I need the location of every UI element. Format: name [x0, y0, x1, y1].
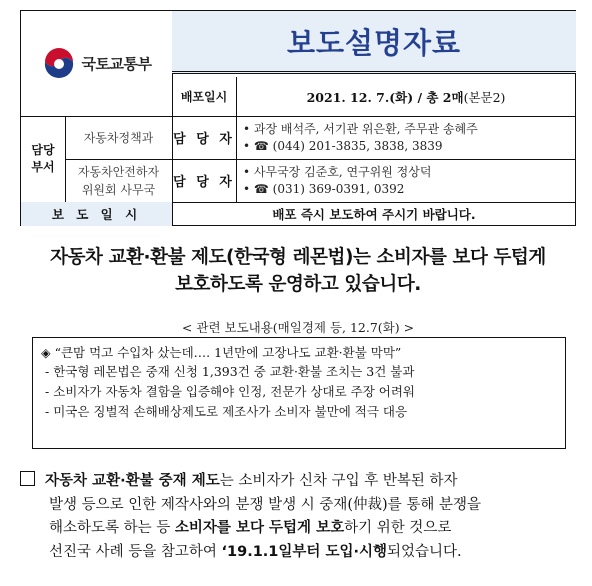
distribution-value — [236, 77, 576, 116]
press-header-table — [20, 10, 576, 226]
body-line — [20, 470, 580, 494]
headline-line: 보호하도록 운영하고 있습니다. — [175, 274, 421, 295]
related-reference: < 관련 보도내용(매일경제 등, 12.7(화) > — [181, 320, 415, 335]
quote-heading: ◈ “큰맘 먹고 수입차 샀는데…. 1년만에 고장나도 교환·환불 막막” — [41, 345, 402, 360]
contact-info — [243, 159, 573, 202]
body-text: 되었습니다. — [387, 543, 462, 560]
body-text: 해소하도록 하는 등 — [49, 520, 175, 536]
quote-bullet: - 미국은 징벌적 손해배상제도로 제조사가 소비자 불만에 적극 대응 — [45, 404, 408, 419]
department-name-line1: 자동차안전하자 — [77, 164, 160, 179]
body-text: 는 소비자가 신차 구입 후 반복된 하자 — [219, 473, 458, 489]
charge-label-line2: 부서 — [31, 160, 55, 174]
charge-department-label — [21, 116, 65, 202]
ministry-name: 국토교통부 — [81, 55, 152, 73]
checkbox-bullet-icon — [20, 471, 35, 486]
body-paragraph — [20, 470, 580, 564]
quote-bullet: - 한국형 레몬법은 중재 신청 1,393건 중 교환·환불 조치는 3건 불과 — [45, 364, 415, 379]
release-time-label: 보 도 일 시 — [21, 202, 172, 226]
body-line — [20, 517, 580, 541]
distribution-label: 배포일시 — [180, 90, 228, 104]
body-bold-text: 자동차 교환·환불 중재 제도 — [45, 473, 220, 489]
contact-info — [243, 116, 573, 159]
quote-bullet: - 소비자가 자동차 결함을 입증해야 인정, 전문가 상대로 주장 어려워 — [45, 384, 415, 399]
contact-phone: • ☎ (031) 369-0391, 0392 — [243, 181, 405, 196]
document-title: 보도설명자료 — [286, 25, 462, 60]
body-text: 하기 위한 것으로 — [344, 520, 452, 536]
body-line — [20, 541, 580, 565]
contact-names: • 사무국장 김준호, 연구위원 정상덕 — [243, 164, 432, 179]
person-in-charge-label: 담 당 자 — [173, 132, 235, 147]
news-quote-box — [32, 337, 566, 449]
body-bold-text: ‘19.1.1일부터 도입·시행 — [221, 543, 388, 560]
headline — [20, 244, 576, 298]
document-title-bar — [172, 11, 576, 74]
ministry-emblem-icon — [42, 47, 76, 81]
contact-phone: • ☎ (044) 201-3835, 3838, 3839 — [243, 138, 443, 153]
person-in-charge-label: 담 당 자 — [173, 175, 235, 190]
distribution-pages: (본문2) — [463, 89, 506, 105]
department-name — [65, 159, 172, 202]
charge-label-line1: 담당 — [31, 143, 55, 157]
distribution-date: 2021. 12. 7.(화) / 총 2매 — [306, 89, 464, 105]
department-name-line1: 자동차정책과 — [83, 130, 154, 145]
contact-names: • 과장 배석주, 서기관 위은환, 주무관 송혜주 — [243, 121, 478, 136]
body-line — [20, 494, 580, 518]
body-text: 선진국 사례 등을 참고하여 — [49, 543, 222, 560]
body-bold-text: 소비자를 보다 두텁게 보호 — [174, 520, 345, 536]
department-name — [65, 116, 172, 159]
body-text: 발생 등으로 인한 제작사와의 분쟁 발생 시 중재(仲裁)를 통해 분쟁을 — [49, 496, 481, 513]
release-time-value: 배포 즉시 보도하여 주시기 바랍니다. — [272, 207, 476, 222]
ministry-logo-block — [21, 11, 172, 116]
headline-line: 자동차 교환·환불 제도(한국형 레몬법)는 소비자를 보다 두텁게 — [50, 247, 546, 268]
department-name-line2: 위원회 사무국 — [81, 182, 156, 197]
